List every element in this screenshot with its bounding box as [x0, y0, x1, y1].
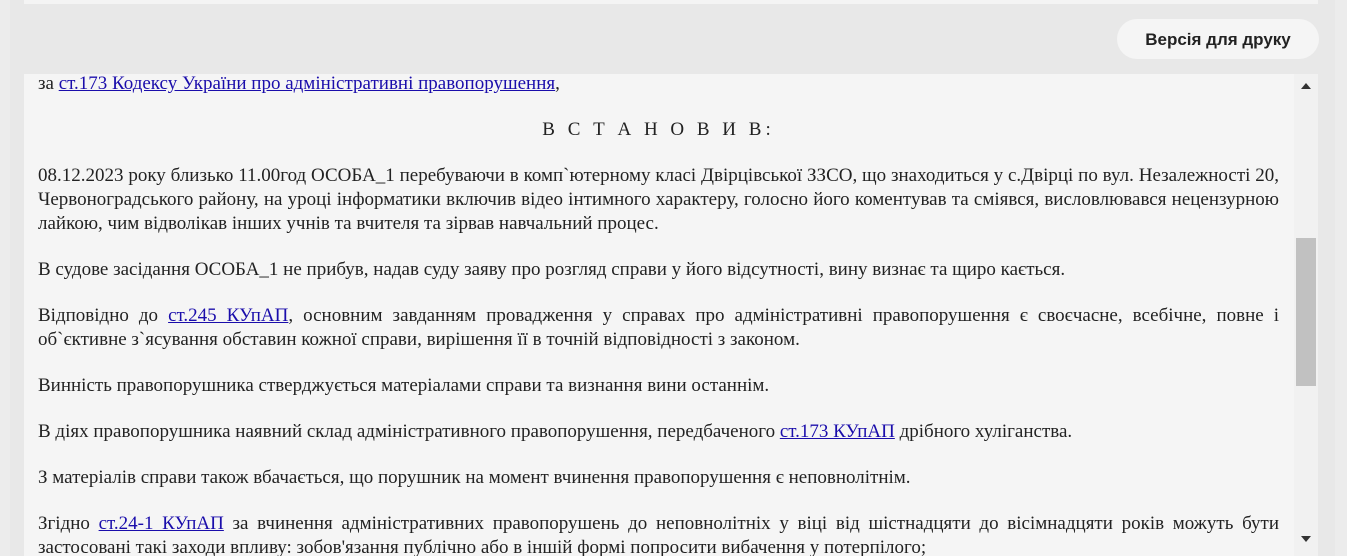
- line-prefix: за: [38, 74, 59, 94]
- paragraph-facts: 08.12.2023 року близько 11.00год ОСОБА_1 перебуваючи в комп`ютерному класі Двірцівської ЗЗСО, що знаходиться у с.Двірці по вул. Незалежності 20, Червоноградського району, на уроці інформатики включив відео інтимного характеру, голосно його коментував та сміявся, висловлювався нецензурною лайкою, чим відволікав інших учнів та вчителя та зірвав навчальний процес.: [38, 165, 1279, 234]
- p7-suffix: за вчинення адміністративних правопорушень до неповнолітніх у віці від шістнадцяти до вісімнадцяти років можуть бути застосовані такі заходи впливу: зобов'язання публічно або в іншій формі попросити вибачення у потерпілого;: [38, 513, 1279, 556]
- print-version-button[interactable]: Версія для друку: [1117, 19, 1319, 59]
- vertical-scrollbar[interactable]: [1294, 74, 1318, 556]
- scrollbar-thumb[interactable]: [1296, 238, 1316, 386]
- paragraph-st24: [38, 512, 1279, 556]
- p3-prefix: Відповідно до: [38, 305, 169, 326]
- link-st24-1[interactable]: ст.24-1 КУпАП: [98, 513, 224, 534]
- p5-suffix: дрібного хуліганства.: [894, 421, 1073, 442]
- link-st173[interactable]: ст.173 КУпАП: [779, 421, 895, 442]
- paragraph-minor: З матеріалів справи також вбачається, що порушник на момент вчинення правопорушення є неповнолітнім.: [38, 467, 911, 488]
- paragraph-guilt: Винність правопорушника стверджується матеріалами справи та визнання вини останнім.: [38, 375, 770, 396]
- section-heading: В С Т А Н О В И В:: [542, 119, 775, 140]
- top-panel: [24, 0, 1318, 4]
- p5-prefix: В діях правопорушника наявний склад адміністративного правопорушення, передбаченого: [38, 421, 780, 442]
- document-viewer: [24, 74, 1294, 556]
- article-reference-line: [38, 74, 1279, 96]
- p7-prefix: Згідно: [38, 513, 99, 534]
- line-suffix: ,: [555, 74, 560, 94]
- paragraph-absence: В судове засідання ОСОБА_1 не прибув, надав суду заяву про розгляд справи у його відсутності, вину визнає та щиро кається.: [38, 259, 1066, 280]
- scroll-down-arrow-icon[interactable]: [1301, 536, 1311, 542]
- paragraph-st245: [38, 304, 1279, 352]
- link-st173-code[interactable]: ст.173 Кодексу України про адміністративні правопорушення: [58, 74, 556, 94]
- p3-suffix: , основним завданням провадження у справах про адміністративні правопорушення є своєчасне, всебічне, повне і об`єктивне з`ясування обставин кожної справи, вирішення її в точній відповідності з законом.: [38, 305, 1279, 350]
- scroll-up-arrow-icon[interactable]: [1301, 83, 1311, 89]
- paragraph-offense: [38, 420, 1279, 444]
- link-st245[interactable]: ст.245 КУпАП: [168, 305, 289, 326]
